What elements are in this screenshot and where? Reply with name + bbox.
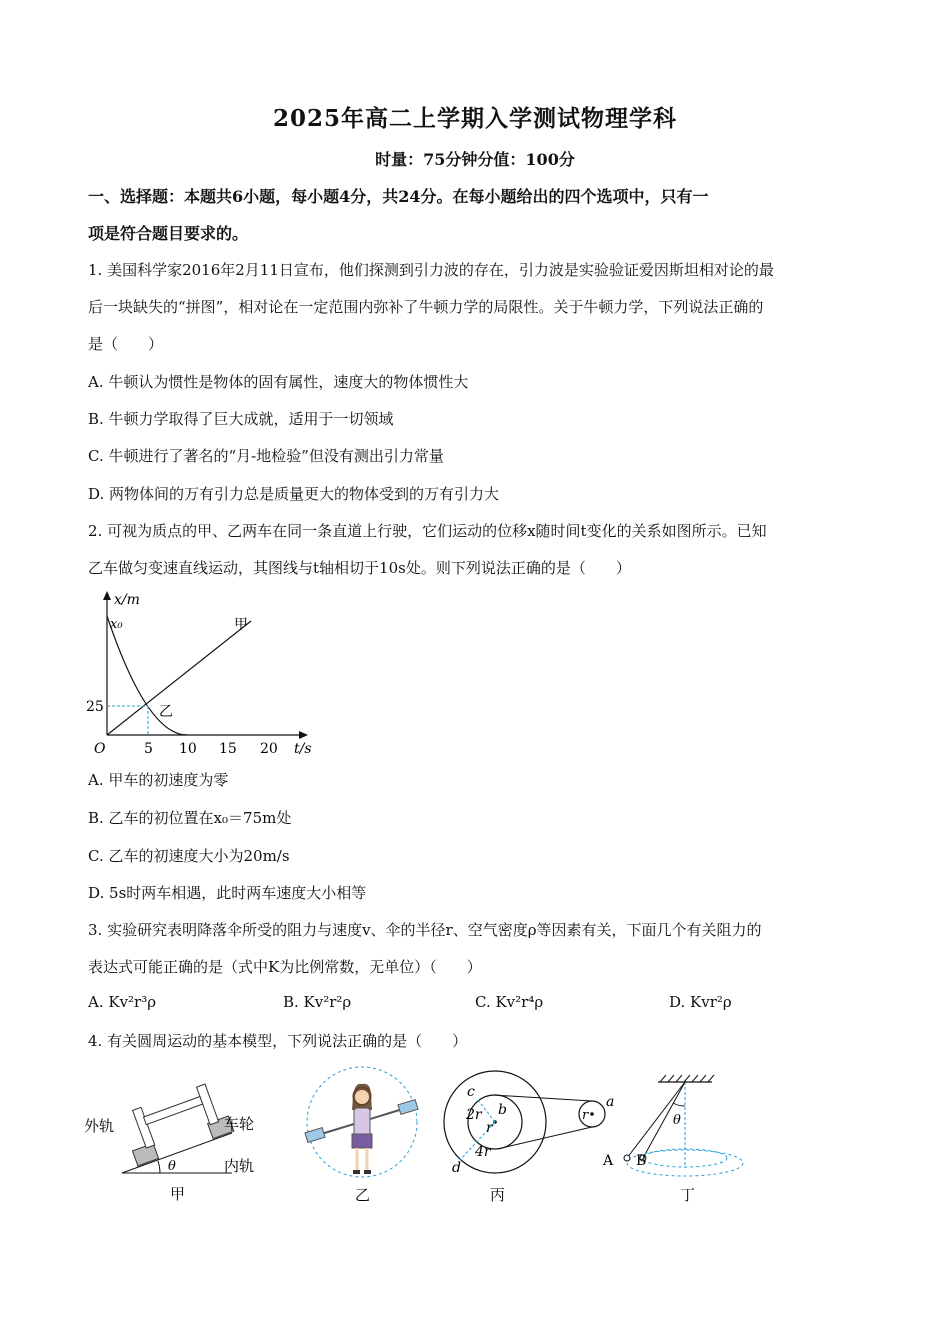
q3-option-b: B. Kv²r²ρ bbox=[283, 993, 352, 1011]
label-b: b bbox=[498, 1102, 507, 1118]
label-r: r bbox=[486, 1120, 493, 1136]
label-d: d bbox=[452, 1160, 461, 1176]
x-axis-arrow bbox=[299, 731, 308, 739]
q3-option-d: D. Kvr²ρ bbox=[669, 993, 732, 1011]
person-skirt-icon bbox=[352, 1134, 372, 1148]
q1-option-a: A. 牛顿认为惯性是物体的固有属性，速度大的物体惯性大 bbox=[88, 373, 469, 391]
q4-figure-yi bbox=[300, 1062, 430, 1204]
q3-option-c: C. Kv²r⁴ρ bbox=[475, 993, 544, 1011]
label-small-r: r bbox=[582, 1108, 589, 1123]
label-outer-rail: 外轨 bbox=[84, 1117, 115, 1135]
line-jia bbox=[107, 621, 251, 735]
label-A: A bbox=[603, 1153, 614, 1169]
x0-label: x₀ bbox=[110, 617, 123, 632]
x-axis-label: t/s bbox=[294, 741, 312, 757]
q2-option-c: C. 乙车的初速度大小为20m/s bbox=[88, 847, 290, 865]
label-jia: 甲 bbox=[234, 617, 248, 633]
ball-right bbox=[398, 1100, 418, 1115]
section-heading-line1: 一、选择题：本题共6小题，每小题4分，共24分。在每小题给出的四个选项中，只有一 bbox=[88, 187, 709, 206]
q1-option-d: D. 两物体间的万有引力总是质量更大的物体受到的万有引力大 bbox=[88, 485, 500, 503]
label-yi: 乙 bbox=[159, 704, 173, 720]
q4-figure-ding bbox=[600, 1072, 750, 1204]
label-theta: θ bbox=[673, 1113, 681, 1128]
axle bbox=[144, 1097, 203, 1125]
q2-option-b: B. 乙车的初位置在x₀＝75m处 bbox=[88, 809, 292, 827]
q1-option-b: B. 牛顿力学取得了巨大成就，适用于一切领域 bbox=[88, 410, 394, 428]
label-c: c bbox=[467, 1084, 475, 1100]
q2-text-line2: 乙车做匀变速直线运动，其图线与t轴相切于10s处。则下列说法正确的是（ ） bbox=[88, 559, 631, 577]
origin-label: O bbox=[94, 741, 106, 757]
label-B: B bbox=[636, 1153, 647, 1169]
y-axis-label: x/m bbox=[114, 592, 140, 608]
x-tick-15: 15 bbox=[219, 741, 237, 757]
left-wheel-icon bbox=[133, 1107, 155, 1148]
label-wheel: 车轮 bbox=[224, 1115, 255, 1133]
q2-xt-graph bbox=[80, 588, 330, 758]
q3-option-a: A. Kv²r³ρ bbox=[88, 993, 157, 1011]
x-tick-5: 5 bbox=[144, 741, 153, 757]
caption-bing: 丙 bbox=[490, 1186, 506, 1204]
q3-text-line2: 表达式可能正确的是（式中K为比例常数，无单位）（ ） bbox=[88, 958, 482, 976]
ball-a bbox=[624, 1155, 630, 1161]
curve-yi bbox=[107, 616, 187, 735]
caption-jia: 甲 bbox=[170, 1185, 186, 1203]
q1-text-line2: 后一块缺失的“拼图”，相对论在一定范围内弥补了牛顿力学的局限性。关于牛顿力学，下列说法正确的 bbox=[88, 298, 764, 316]
label-4r: 4r bbox=[475, 1144, 491, 1160]
y-tick-25: 25 bbox=[86, 699, 104, 715]
section-heading-line2: 项是符合题目要求的。 bbox=[88, 224, 249, 243]
q4-figure-bing bbox=[440, 1062, 620, 1204]
exam-info: 时量：75分钟分值：100分 bbox=[375, 150, 575, 169]
q1-text-line1: 1. 美国科学家2016年2月11日宣布，他们探测到引力波的存在，引力波是实验验证爱因斯坦相对论的最 bbox=[88, 261, 774, 279]
q3-text-line1: 3. 实验研究表明降落伞所受的阻力与速度v、伞的半径r、空气密度ρ等因素有关，下面几个有关阻力的 bbox=[88, 921, 762, 939]
x-tick-20: 20 bbox=[260, 741, 278, 757]
label-2r: 2r bbox=[466, 1107, 482, 1123]
caption-ding: 丁 bbox=[680, 1186, 696, 1204]
q2-option-a: A. 甲车的初速度为零 bbox=[88, 771, 229, 789]
y-axis-arrow bbox=[103, 591, 111, 600]
angle-arc bbox=[158, 1161, 160, 1173]
caption-yi: 乙 bbox=[355, 1186, 371, 1204]
label-theta: θ bbox=[168, 1159, 176, 1174]
small-center-dot bbox=[590, 1112, 594, 1116]
q2-option-d: D. 5s时两车相遇，此时两车速度大小相等 bbox=[88, 884, 367, 902]
page-title: 2025年高二上学期入学测试物理学科 bbox=[272, 105, 677, 132]
angle-arc bbox=[673, 1103, 685, 1106]
label-inner-rail: 内轨 bbox=[224, 1157, 255, 1175]
q1-text-line3: 是（ ） bbox=[88, 335, 164, 353]
q1-option-c: C. 牛顿进行了著名的“月-地检验”但没有测出引力常量 bbox=[88, 447, 444, 465]
label-a: a bbox=[606, 1094, 615, 1110]
q2-text-line1: 2. 可视为质点的甲、乙两车在同一条直道上行驶，它们运动的位移x随时间t变化的关系如图所示。已知 bbox=[88, 522, 767, 540]
q4-figure-jia bbox=[82, 1075, 272, 1205]
q3-options bbox=[88, 993, 868, 1015]
x-tick-10: 10 bbox=[179, 741, 197, 757]
q4-text-line1: 4. 有关圆周运动的基本模型，下列说法正确的是（ ） bbox=[88, 1032, 468, 1050]
